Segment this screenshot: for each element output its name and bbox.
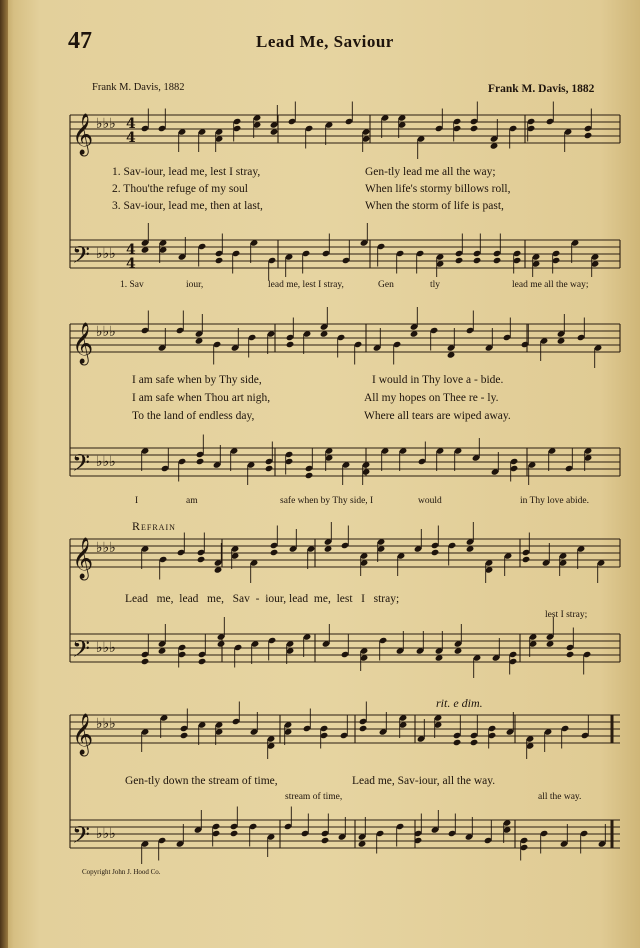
verse2-line2-a: I am safe when Thou art nigh, [132,392,271,404]
svg-text:𝄞: 𝄞 [72,323,94,364]
tempo-marking: rit. e dim. [436,696,483,710]
final-lyrics-a: Gen-tly down the stream of time, [125,775,278,787]
verse3-line2-a: To the land of endless day, [132,410,255,422]
note-head [141,658,150,665]
bass-lyric-3: lead me, lest I stray, [268,280,344,290]
note-head [493,257,502,264]
note-head [286,341,295,348]
note-head [265,465,274,472]
final-lyrics-b: Lead me, Sav-iour, all the way. [352,775,496,787]
bass-lyric-6: lead me all the way; [512,280,589,290]
note-head [470,739,479,746]
note-head [197,556,206,563]
svg-text:4: 4 [126,116,136,132]
note-head [180,732,189,739]
bass-lyric-2: iour, [186,280,204,290]
refrain-echo: lest I stray; [545,610,588,620]
note-head [305,472,314,479]
bass-lyric-1: 1. Sav [120,280,144,290]
svg-text:𝄞: 𝄞 [72,538,94,579]
note-head [470,125,479,132]
note-head [566,651,575,658]
verse2-line1-b: When life's stormy billows roll, [365,183,511,195]
note-head [198,658,207,665]
verse1-line1-a: 1. Sav-iour, lead me, lest I stray, [112,166,261,178]
verse2-line1-a: 2. Thou'the refuge of my soul [112,183,249,195]
note-head [584,132,593,139]
note-heads [141,102,607,865]
staff-lines [70,115,620,848]
svg-text:𝄢: 𝄢 [72,821,91,854]
svg-text:𝄢: 𝄢 [72,449,91,482]
refrain-label: Refrain [132,519,176,533]
bass-lyric-5: tly [430,280,441,290]
note-head [270,549,279,556]
page-number: 47 [68,28,92,54]
svg-text:𝄞: 𝄞 [72,114,94,155]
bass-lyric-4: Gen [378,280,394,290]
svg-text:♭♭♭: ♭♭♭ [96,716,116,732]
note-head [522,556,531,563]
bass-lyric-7: I [135,496,139,506]
svg-text:𝄞: 𝄞 [72,714,94,755]
bass-lyric-10: would [418,496,442,506]
verse2-line2-b: All my hopes on Thee re - ly. [364,392,499,404]
bass-lyric-11: in Thy love abide. [520,496,589,506]
verse3-line1-a: 3. Sav-iour, lead me, then at last, [112,200,263,212]
note-head [196,458,205,465]
svg-text:♭♭♭: ♭♭♭ [96,826,116,842]
svg-text:𝄢: 𝄢 [72,635,91,668]
composer-credit: Frank M. Davis, 1882 [488,83,595,95]
verse1-line1-b: Gen-tly lead me all the way; [365,166,496,178]
svg-text:♭♭♭: ♭♭♭ [96,454,116,470]
note-head [453,739,462,746]
svg-text:♭♭♭: ♭♭♭ [96,246,116,262]
lyricist-credit: Frank M. Davis, 1882 [92,82,185,93]
refrain-lyrics: Lead me, lead me, Sav - iour, lead me, lest I stray; [125,593,400,605]
svg-text:4: 4 [126,256,136,272]
svg-text:♭♭♭: ♭♭♭ [96,116,116,132]
verse1-line2-b: I would in Thy love a - bide. [372,374,504,386]
svg-text:4: 4 [126,130,136,146]
note-head [359,725,368,732]
barlines [70,115,620,848]
bass-lyric-9: safe when by Thy side, I [280,496,374,506]
bass-lyric-8: am [186,496,198,506]
note-head [215,257,224,264]
hymn-title: Lead Me, Saviour [256,32,394,51]
svg-text:♭♭♭: ♭♭♭ [96,540,116,556]
note-head [230,830,239,837]
svg-text:♭♭♭: ♭♭♭ [96,324,116,340]
svg-text:4: 4 [126,242,136,258]
verse3-line2-b: Where all tears are wiped away. [364,410,511,422]
svg-text:♭♭♭: ♭♭♭ [96,640,116,656]
final-bass-b: all the way. [538,792,582,802]
note-head [431,549,440,556]
verse3-line1-b: When the storm of life is past, [365,200,504,212]
note-head [321,837,330,844]
note-head [473,257,482,264]
note-head [455,257,464,264]
verse1-line2-a: I am safe when by Thy side, [132,374,262,386]
svg-text:𝄢: 𝄢 [72,241,91,274]
copyright-notice: Copyright John J. Hood Co. [82,868,161,876]
final-bass-a: stream of time, [285,792,343,802]
